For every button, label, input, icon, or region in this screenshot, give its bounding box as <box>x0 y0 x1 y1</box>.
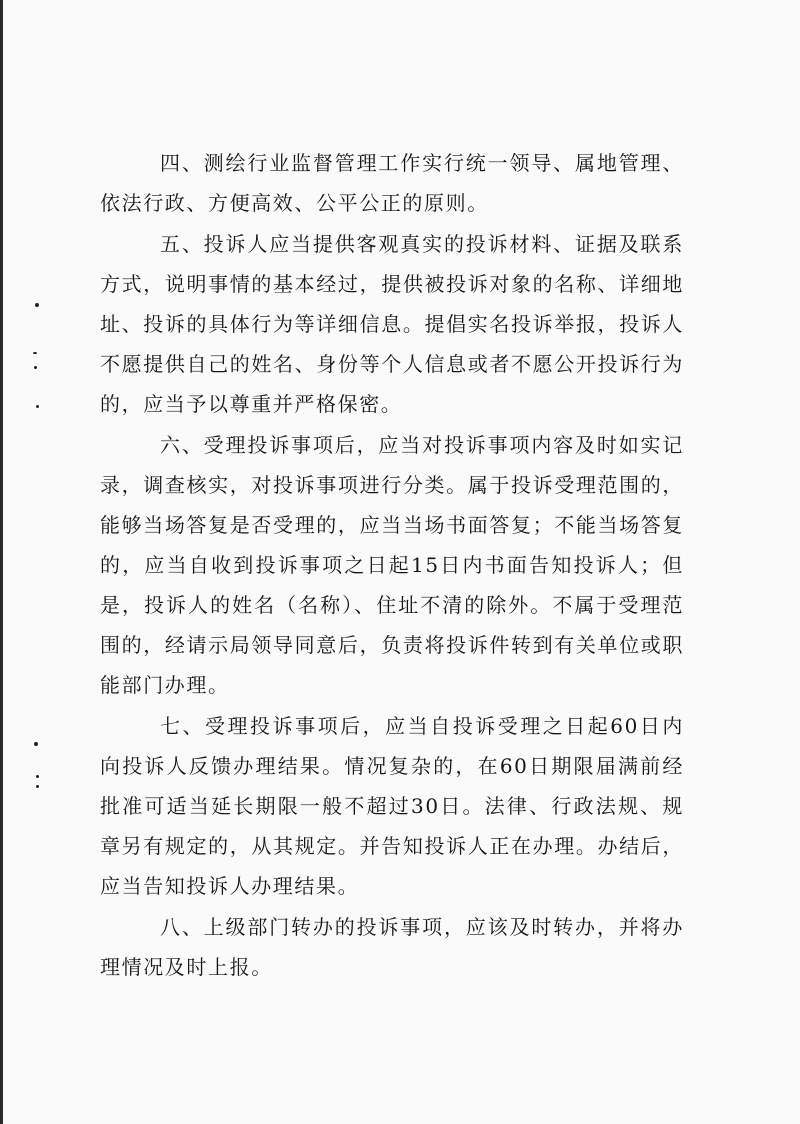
clause-6-paragraph: 六、受理投诉事项后，应当对投诉事项内容及时如实记录，调查核实，对投诉事项进行分类。属于投诉受理范围的，能够当场答复是否受理的，应当当场书面答复；不能当场答复的，应当自收到投诉事项之日起15日内书面告知投诉人；但是，投诉人的姓名（名称）、住址不清的除外。不属于受理范围的，经请示局领导同意后，负责将投诉件转到有关单位或职能部门办理。 <box>100 433 684 697</box>
clause-8-paragraph: 八、上级部门转办的投诉事项，应该及时转办，并将办理情况及时上报。 <box>100 915 684 979</box>
scan-speck <box>33 352 37 354</box>
scan-speck <box>36 405 39 408</box>
scan-speck <box>35 303 39 307</box>
scan-speck <box>34 366 37 369</box>
clause-7-paragraph: 七、受理投诉事项后，应当自投诉受理之日起60日内向投诉人反馈办理结果。情况复杂的，在60日期限届满前经批准可适当延长期限一般不超过30日。法律、行政法规、规章另有规定的，从其规定。并告知投诉人正在办理。办结后，应当告知投诉人办理结果。 <box>100 714 684 898</box>
clause-5-paragraph: 五、投诉人应当提供客观真实的投诉材料、证据及联系方式，说明事情的基本经过，提供被投诉对象的名称、详细地址、投诉的具体行为等详细信息。提倡实名投诉举报，投诉人不愿提供自己的姓名、身份等个人信息或者不愿公开投诉行为的，应当予以尊重并严格保密。 <box>100 232 684 416</box>
document-body <box>100 143 684 988</box>
scan-speck <box>36 785 39 788</box>
scan-speck <box>36 775 39 778</box>
scan-edge <box>0 0 3 1124</box>
clause-4-paragraph: 四、测绘行业监督管理工作实行统一领导、属地管理、依法行政、方便高效、公平公正的原则。 <box>100 151 684 215</box>
scan-speck <box>34 742 38 746</box>
